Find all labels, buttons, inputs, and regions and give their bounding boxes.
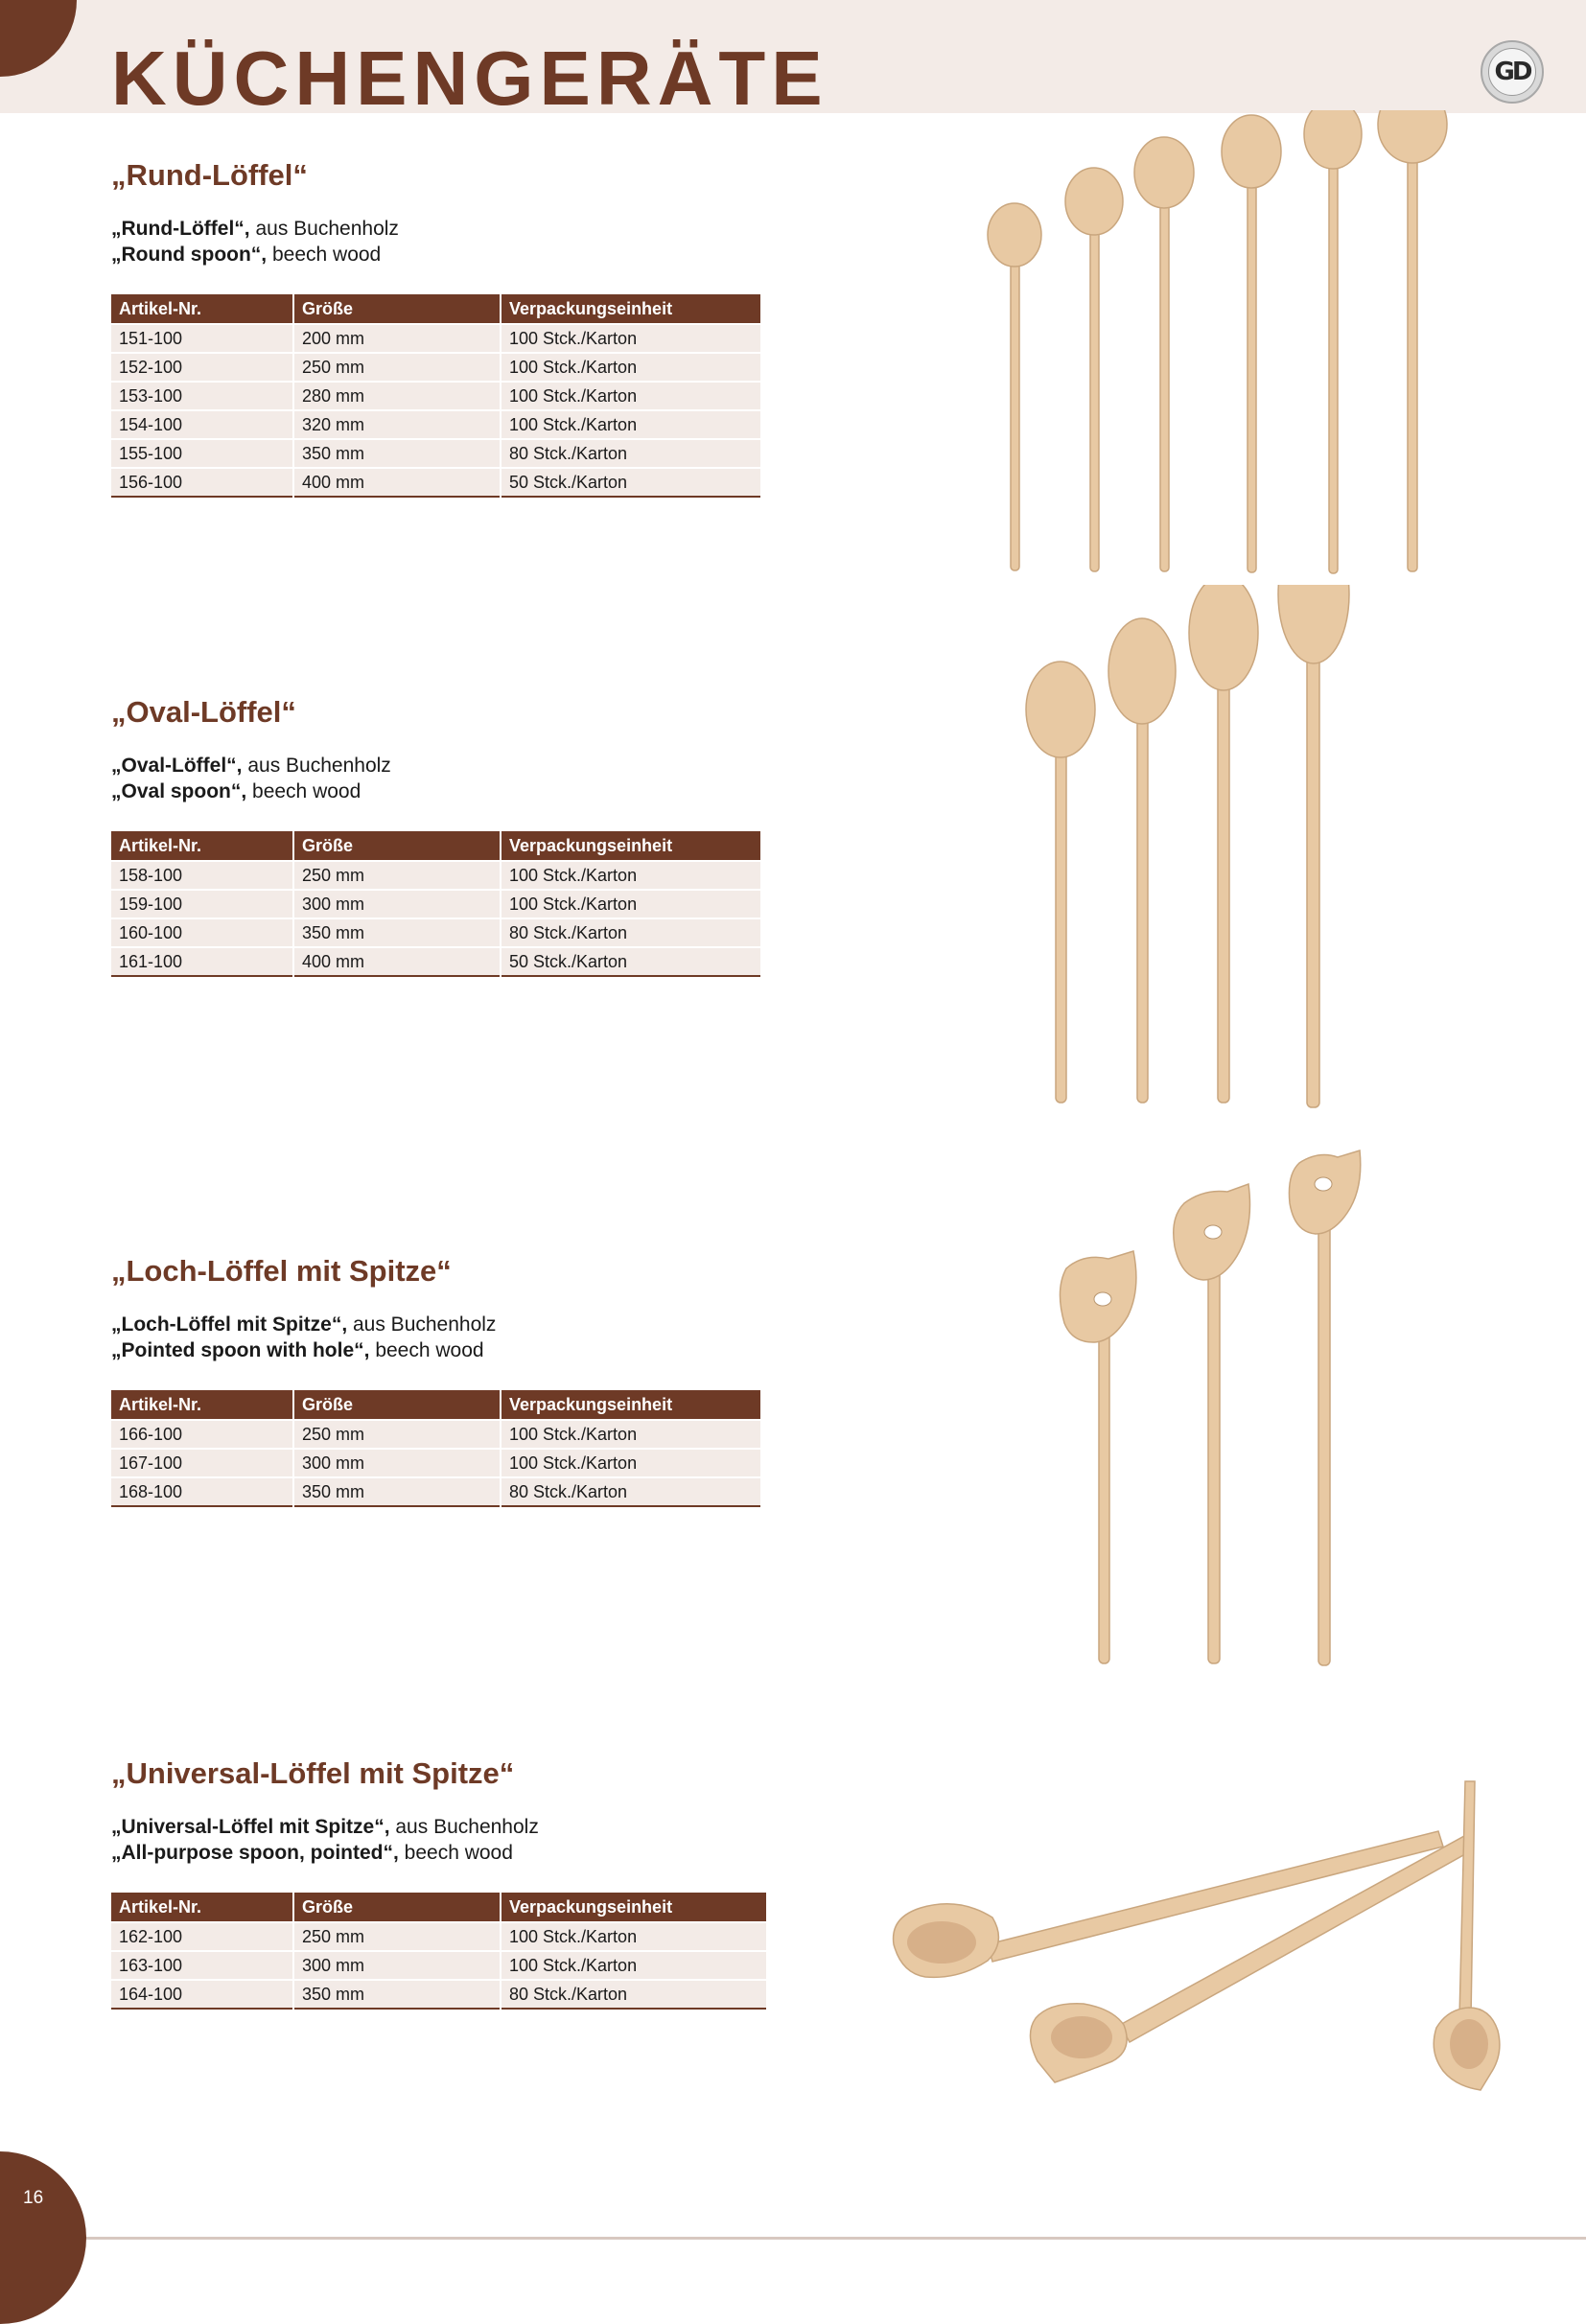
product-name-en: „Pointed spoon with hole“, <box>111 1339 370 1361</box>
section-loch-loeffel <box>111 1254 760 1507</box>
product-description <box>111 1814 766 1866</box>
size: 280 mm <box>293 382 501 410</box>
table-row <box>111 410 760 439</box>
product-name-de: „Universal-Löffel mit Spitze“, <box>111 1816 390 1838</box>
footer-rule <box>86 2237 1586 2240</box>
size: 350 mm <box>293 1980 501 2009</box>
packaging-unit: 100 Stck./Karton <box>501 324 760 353</box>
size: 350 mm <box>293 918 501 947</box>
article-number: 164-100 <box>111 1980 293 2009</box>
table-row <box>111 1922 766 1951</box>
header-article: Artikel-Nr. <box>111 1390 293 1420</box>
article-number: 156-100 <box>111 468 293 497</box>
packaging-unit: 80 Stck./Karton <box>501 918 760 947</box>
size: 300 mm <box>293 890 501 918</box>
material-de: aus Buchenholz <box>242 755 391 777</box>
product-name-en: „All-purpose spoon, pointed“, <box>111 1842 399 1864</box>
header-pack: Verpackungseinheit <box>501 294 760 324</box>
table-row <box>111 439 760 468</box>
table-row <box>111 1420 760 1449</box>
pointed-hole-spoons-image <box>1045 1146 1381 1673</box>
article-number: 166-100 <box>111 1420 293 1449</box>
packaging-unit: 100 Stck./Karton <box>501 1951 766 1980</box>
logo-text: GD <box>1488 48 1536 96</box>
size: 350 mm <box>293 1477 501 1506</box>
table-header-row <box>111 1390 760 1420</box>
size: 250 mm <box>293 861 501 890</box>
size: 400 mm <box>293 947 501 976</box>
material-de: aus Buchenholz <box>389 1816 539 1838</box>
article-number: 167-100 <box>111 1449 293 1477</box>
section-oval-loeffel <box>111 695 760 977</box>
header-size: Größe <box>293 294 501 324</box>
material-en: beech wood <box>398 1842 513 1864</box>
section-heading: „Rund-Löffel“ <box>111 158 308 192</box>
size: 400 mm <box>293 468 501 497</box>
header-size: Größe <box>293 1893 501 1922</box>
packaging-unit: 100 Stck./Karton <box>501 890 760 918</box>
product-name-de: „Rund-Löffel“, <box>111 218 250 240</box>
product-name-en: „Oval spoon“, <box>111 780 247 802</box>
header-article: Artikel-Nr. <box>111 1893 293 1922</box>
section-universal-loeffel <box>111 1756 766 2010</box>
table-row <box>111 353 760 382</box>
product-name-en: „Round spoon“, <box>111 244 268 266</box>
table-row <box>111 1980 766 2009</box>
spec-table <box>111 831 760 977</box>
material-de: aus Buchenholz <box>249 218 399 240</box>
section-heading: „Loch-Löffel mit Spitze“ <box>111 1254 452 1288</box>
article-number: 163-100 <box>111 1951 293 1980</box>
article-number: 152-100 <box>111 353 293 382</box>
spec-table <box>111 294 760 498</box>
packaging-unit: 100 Stck./Karton <box>501 1449 760 1477</box>
product-name-de: „Loch-Löffel mit Spitze“, <box>111 1313 348 1336</box>
table-row <box>111 890 760 918</box>
size: 300 mm <box>293 1449 501 1477</box>
packaging-unit: 100 Stck./Karton <box>501 382 760 410</box>
section-heading: „Universal-Löffel mit Spitze“ <box>111 1756 515 1790</box>
packaging-unit: 100 Stck./Karton <box>501 1420 760 1449</box>
packaging-unit: 80 Stck./Karton <box>501 1477 760 1506</box>
size: 250 mm <box>293 353 501 382</box>
page-title: KÜCHENGERÄTE <box>111 35 828 121</box>
product-name-de: „Oval-Löffel“, <box>111 755 243 777</box>
header-size: Größe <box>293 1390 501 1420</box>
table-row <box>111 918 760 947</box>
header-article: Artikel-Nr. <box>111 831 293 861</box>
table-row <box>111 382 760 410</box>
table-row <box>111 324 760 353</box>
table-header-row <box>111 294 760 324</box>
material-de: aus Buchenholz <box>347 1313 497 1336</box>
table-row <box>111 947 760 976</box>
article-number: 153-100 <box>111 382 293 410</box>
packaging-unit: 50 Stck./Karton <box>501 468 760 497</box>
table-row <box>111 1449 760 1477</box>
header-pack: Verpackungseinheit <box>501 1893 766 1922</box>
packaging-unit: 80 Stck./Karton <box>501 439 760 468</box>
table-header-row <box>111 831 760 861</box>
material-en: beech wood <box>267 244 382 266</box>
article-number: 159-100 <box>111 890 293 918</box>
page-number: 16 <box>23 2188 44 2208</box>
table-row <box>111 1951 766 1980</box>
size: 300 mm <box>293 1951 501 1980</box>
round-spoons-image <box>968 110 1467 580</box>
universal-spoons-image <box>882 1774 1505 2119</box>
size: 250 mm <box>293 1922 501 1951</box>
article-number: 168-100 <box>111 1477 293 1506</box>
article-number: 162-100 <box>111 1922 293 1951</box>
article-number: 151-100 <box>111 324 293 353</box>
table-row <box>111 861 760 890</box>
product-description <box>111 216 760 267</box>
material-en: beech wood <box>246 780 362 802</box>
product-description <box>111 1312 760 1363</box>
material-en: beech wood <box>369 1339 484 1361</box>
oval-spoons-image <box>1016 585 1381 1112</box>
table-row <box>111 468 760 497</box>
packaging-unit: 80 Stck./Karton <box>501 1980 766 2009</box>
spec-table <box>111 1390 760 1507</box>
packaging-unit: 100 Stck./Karton <box>501 861 760 890</box>
size: 320 mm <box>293 410 501 439</box>
article-number: 161-100 <box>111 947 293 976</box>
packaging-unit: 100 Stck./Karton <box>501 1922 766 1951</box>
size: 250 mm <box>293 1420 501 1449</box>
brand-logo <box>1481 40 1544 104</box>
size: 350 mm <box>293 439 501 468</box>
header-size: Größe <box>293 831 501 861</box>
article-number: 155-100 <box>111 439 293 468</box>
article-number: 154-100 <box>111 410 293 439</box>
packaging-unit: 50 Stck./Karton <box>501 947 760 976</box>
section-heading: „Oval-Löffel“ <box>111 695 296 729</box>
spec-table <box>111 1893 766 2010</box>
packaging-unit: 100 Stck./Karton <box>501 410 760 439</box>
section-rund-loeffel <box>111 158 760 498</box>
packaging-unit: 100 Stck./Karton <box>501 353 760 382</box>
header-pack: Verpackungseinheit <box>501 831 760 861</box>
size: 200 mm <box>293 324 501 353</box>
table-row <box>111 1477 760 1506</box>
header-pack: Verpackungseinheit <box>501 1390 760 1420</box>
corner-decoration <box>0 2151 86 2324</box>
product-description <box>111 753 760 804</box>
article-number: 158-100 <box>111 861 293 890</box>
table-header-row <box>111 1893 766 1922</box>
header-article: Artikel-Nr. <box>111 294 293 324</box>
article-number: 160-100 <box>111 918 293 947</box>
